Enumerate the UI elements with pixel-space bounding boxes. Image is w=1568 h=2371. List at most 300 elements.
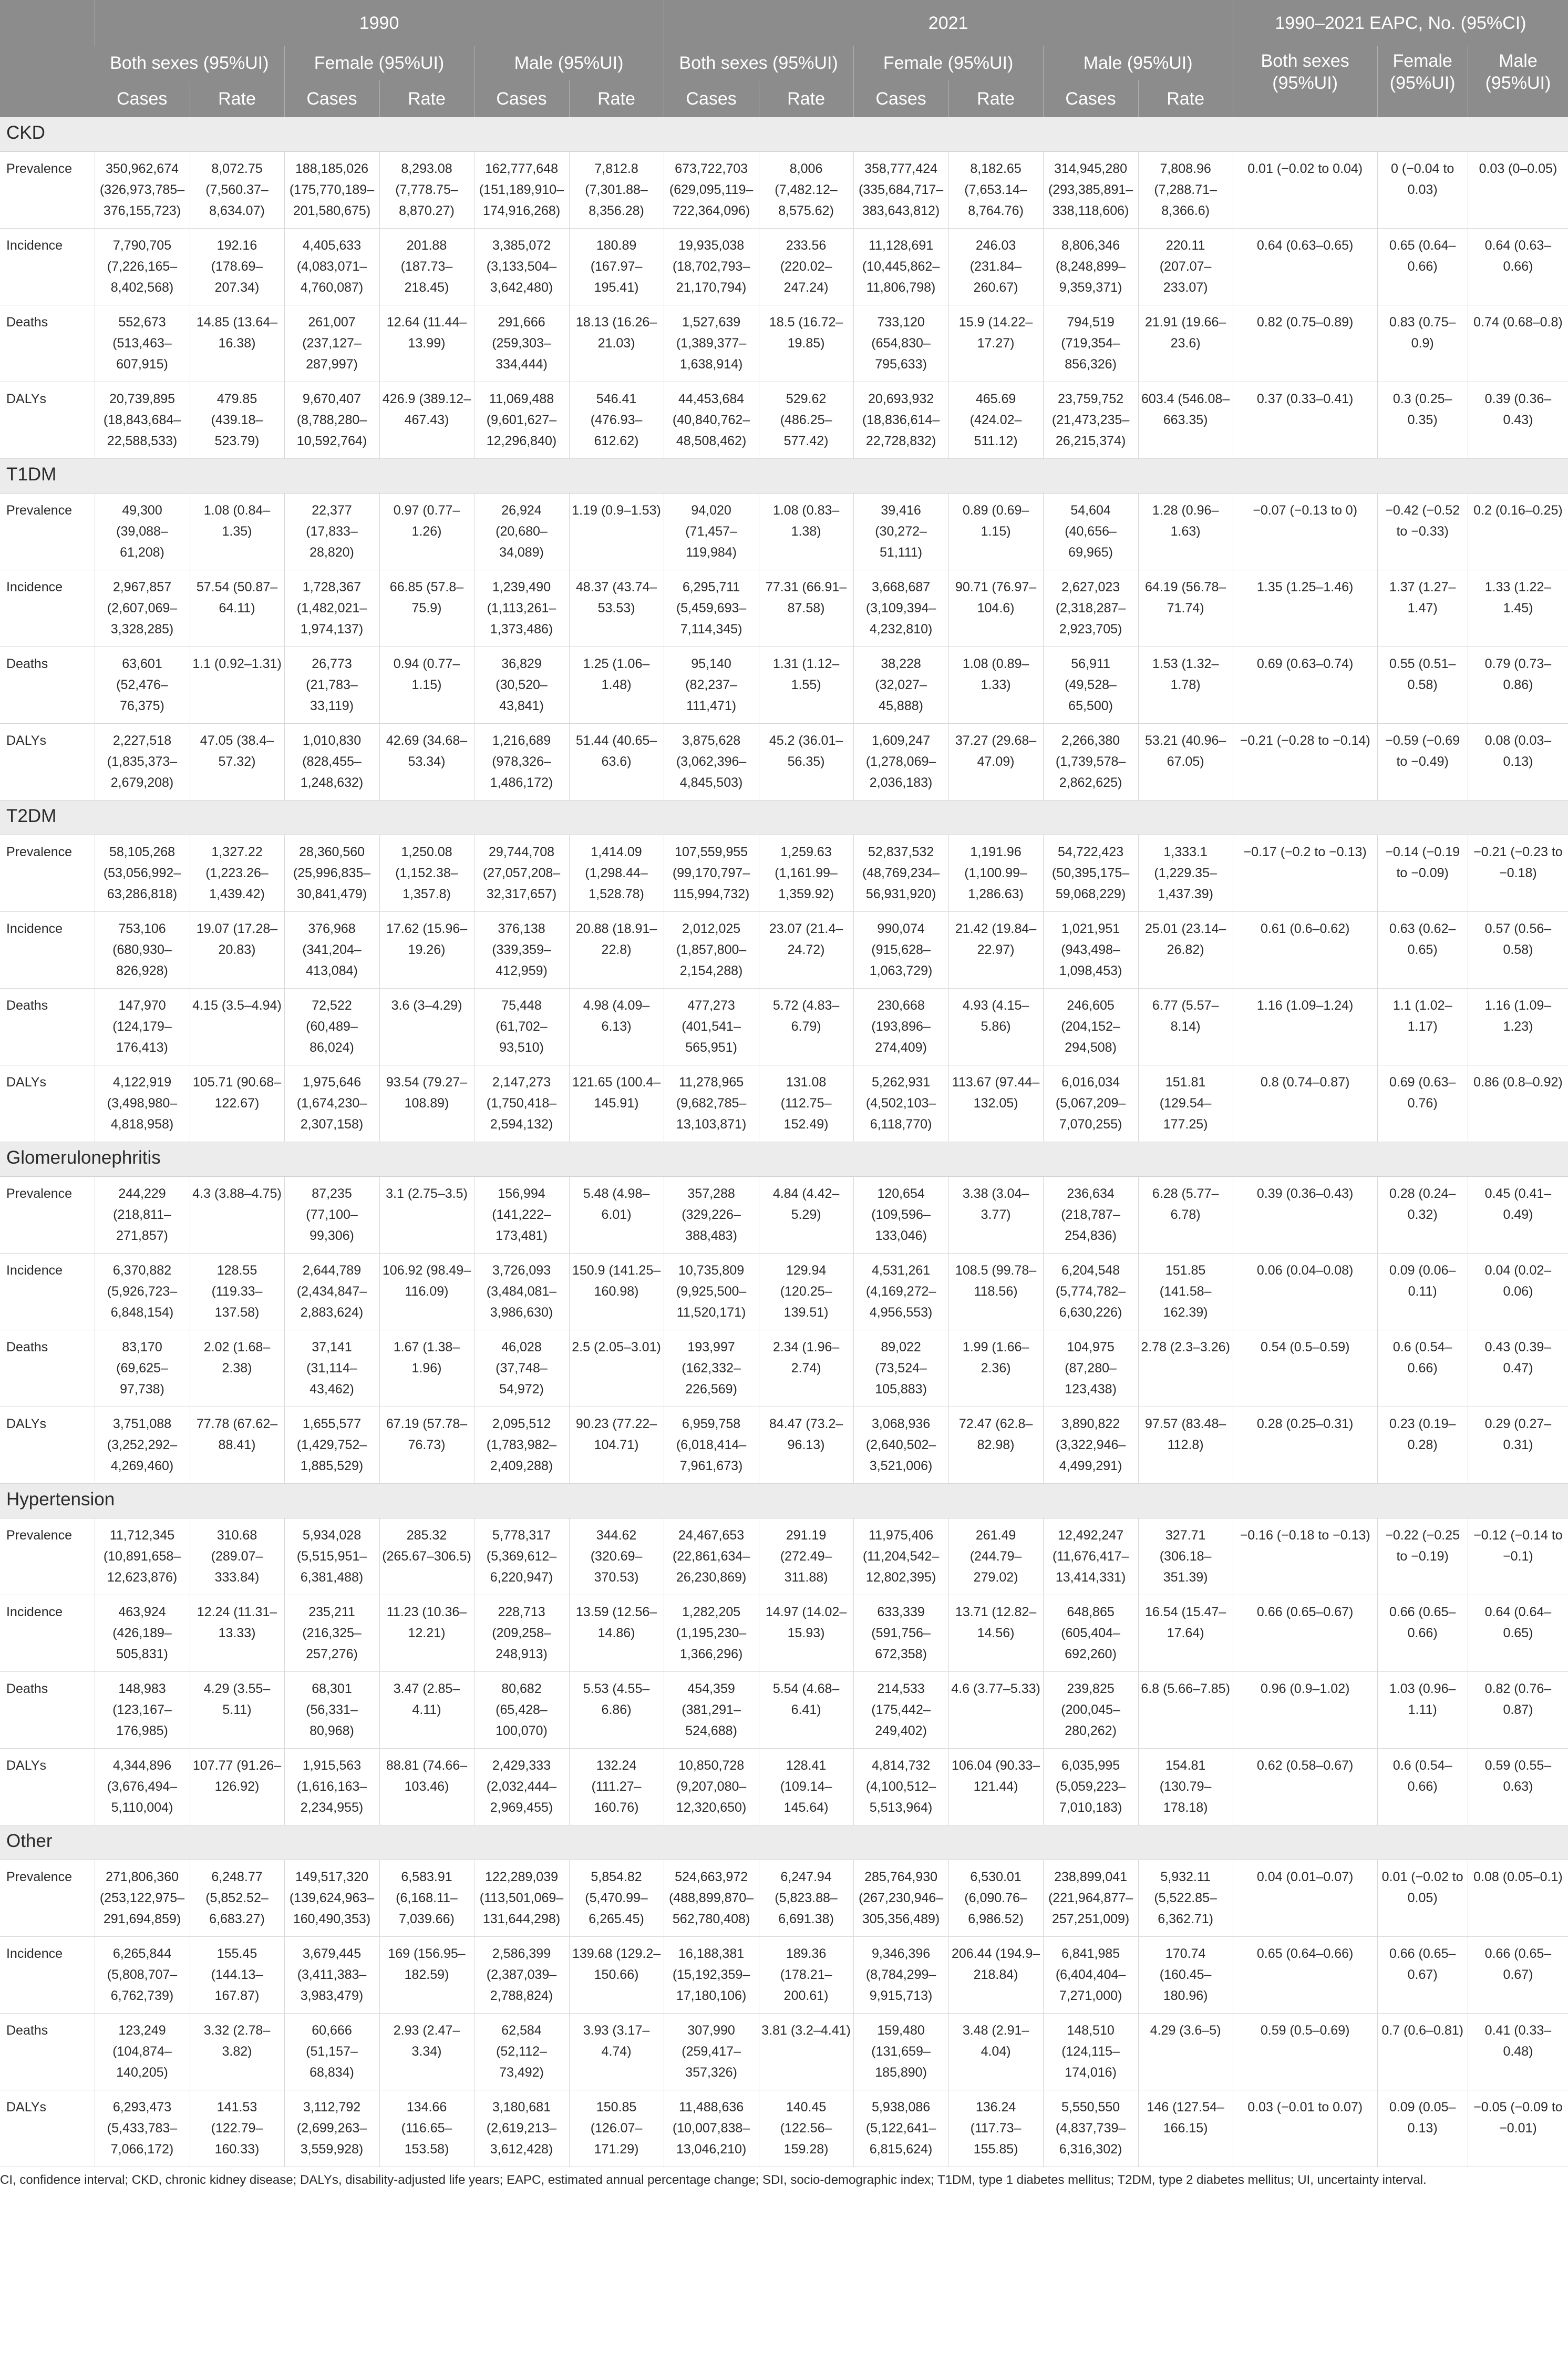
table-cell: 0.66 (0.65–0.67) xyxy=(1468,1937,1568,2014)
table-cell: 106.92 (98.49–116.09) xyxy=(379,1254,474,1330)
table-cell: 156,994 (141,222–173,481) xyxy=(474,1177,569,1254)
table-cell: 673,722,703 (629,095,119–722,364,096) xyxy=(664,152,759,229)
table-cell: 5,262,931 (4,502,103–6,118,770) xyxy=(853,1065,948,1142)
table-cell: 42.69 (34.68–53.34) xyxy=(379,724,474,800)
table-cell: 1.03 (0.96–1.11) xyxy=(1377,1672,1468,1749)
table-cell: 1.1 (1.02–1.17) xyxy=(1377,989,1468,1065)
table-cell: 0.04 (0.01–0.07) xyxy=(1233,1860,1377,1937)
table-cell: 132.24 (111.27–160.76) xyxy=(569,1749,664,1825)
table-cell: 357,288 (329,226–388,483) xyxy=(664,1177,759,1254)
table-cell: 230,668 (193,896–274,409) xyxy=(853,989,948,1065)
table-cell: 228,713 (209,258–248,913) xyxy=(474,1595,569,1672)
table-cell: 159,480 (131,659–185,890) xyxy=(853,2014,948,2090)
table-cell: 113.67 (97.44–132.05) xyxy=(948,1065,1043,1142)
table-cell: 68,301 (56,331–80,968) xyxy=(284,1672,379,1749)
table-cell: 8,006 (7,482.12–8,575.62) xyxy=(759,152,853,229)
table-cell: 0.59 (0.5–0.69) xyxy=(1233,2014,1377,2090)
table-cell: 6.28 (5.77–6.78) xyxy=(1138,1177,1233,1254)
table-cell: 146 (127.54–166.15) xyxy=(1138,2090,1233,2167)
table-cell: 0.66 (0.65–0.66) xyxy=(1377,1595,1468,1672)
section-title: T2DM xyxy=(0,800,1568,835)
table-cell: 169 (156.95–182.59) xyxy=(379,1937,474,2014)
table-row xyxy=(0,570,1568,647)
header-blank xyxy=(0,0,95,117)
row-label: Incidence xyxy=(0,1254,95,1330)
table-cell: 0.45 (0.41–0.49) xyxy=(1468,1177,1568,1254)
table-cell: 54,722,423 (50,395,175–59,068,229) xyxy=(1043,835,1138,912)
table-cell: 66.85 (57.8–75.9) xyxy=(379,570,474,647)
table-cell: 1,414.09 (1,298.44–1,528.78) xyxy=(569,835,664,912)
table-row xyxy=(0,724,1568,800)
table-cell: 7,790,705 (7,226,165–8,402,568) xyxy=(95,229,190,305)
table-cell: 235,211 (216,325–257,276) xyxy=(284,1595,379,1672)
table-cell: −0.21 (−0.28 to −0.14) xyxy=(1233,724,1377,800)
table-cell: 1.28 (0.96–1.63) xyxy=(1138,494,1233,570)
table-cell: 552,673 (513,463–607,915) xyxy=(95,305,190,382)
table-cell: 0.43 (0.39–0.47) xyxy=(1468,1330,1568,1407)
table-cell: 1.37 (1.27–1.47) xyxy=(1377,570,1468,647)
table-cell: 26,773 (21,783–33,119) xyxy=(284,647,379,724)
row-label: DALYs xyxy=(0,1065,95,1142)
table-cell: −0.07 (−0.13 to 0) xyxy=(1233,494,1377,570)
table-cell: 0.03 (0–0.05) xyxy=(1468,152,1568,229)
table-cell: 261.49 (244.79–279.02) xyxy=(948,1518,1043,1595)
table-cell: 5.72 (4.83–6.79) xyxy=(759,989,853,1065)
table-cell: 477,273 (401,541–565,951) xyxy=(664,989,759,1065)
table-cell: 2,266,380 (1,739,578–2,862,625) xyxy=(1043,724,1138,800)
table-row xyxy=(0,229,1568,305)
header-group: Both sexes (95%UI) xyxy=(95,46,284,80)
table-cell: 53.21 (40.96–67.05) xyxy=(1138,724,1233,800)
table-cell: 733,120 (654,830–795,633) xyxy=(853,305,948,382)
table-cell: 5,778,317 (5,369,612–6,220,947) xyxy=(474,1518,569,1595)
header-sub: Rate xyxy=(948,80,1043,117)
table-cell: 107,559,955 (99,170,797–115,994,732) xyxy=(664,835,759,912)
table-cell: 6.8 (5.66–7.85) xyxy=(1138,1672,1233,1749)
table-cell: 19,935,038 (18,702,793–21,170,794) xyxy=(664,229,759,305)
table-body xyxy=(0,117,1568,2167)
table-cell: 6,370,882 (5,926,723–6,848,154) xyxy=(95,1254,190,1330)
table-cell: 18.13 (16.26–21.03) xyxy=(569,305,664,382)
table-cell: 314,945,280 (293,385,891–338,118,606) xyxy=(1043,152,1138,229)
table-cell: 24,467,653 (22,861,634–26,230,869) xyxy=(664,1518,759,1595)
table-footnote: CI, confidence interval; CKD, chronic kidney disease; DALYs, disability-adjusted life years; EAPC, estimated annual percentage change; SDI, socio-demographic index; T1DM, type 1 diabetes mellitus; T2DM, type 2 diabetes mellitus; UI, uncertainty interval. xyxy=(0,2173,1427,2187)
table-cell: 307,990 (259,417–357,326) xyxy=(664,2014,759,2090)
table-cell: 0.62 (0.58–0.67) xyxy=(1233,1749,1377,1825)
table-cell: 246.03 (231.84–260.67) xyxy=(948,229,1043,305)
row-label: Incidence xyxy=(0,1937,95,2014)
table-cell: 162,777,648 (151,189,910–174,916,268) xyxy=(474,152,569,229)
table-cell: 108.5 (99.78–118.56) xyxy=(948,1254,1043,1330)
header-sub: Rate xyxy=(1138,80,1233,117)
section-header-row xyxy=(0,1825,1568,1860)
table-cell: 285,764,930 (267,230,946–305,356,489) xyxy=(853,1860,948,1937)
table-cell: 1,975,646 (1,674,230–2,307,158) xyxy=(284,1065,379,1142)
table-cell: 46,028 (37,748–54,972) xyxy=(474,1330,569,1407)
table-cell: 2,429,333 (2,032,444–2,969,455) xyxy=(474,1749,569,1825)
table-cell: 4,531,261 (4,169,272–4,956,553) xyxy=(853,1254,948,1330)
table-cell: 1,216,689 (978,326–1,486,172) xyxy=(474,724,569,800)
table-cell: 2,644,789 (2,434,847–2,883,624) xyxy=(284,1254,379,1330)
table-cell: 5,938,086 (5,122,641–6,815,624) xyxy=(853,2090,948,2167)
table-cell: 7,812.8 (7,301.88–8,356.28) xyxy=(569,152,664,229)
table-cell: −0.21 (−0.23 to −0.18) xyxy=(1468,835,1568,912)
table-cell: 0.57 (0.56–0.58) xyxy=(1468,912,1568,989)
table-cell: 529.62 (486.25–577.42) xyxy=(759,382,853,459)
table-cell: 13.59 (12.56–14.86) xyxy=(569,1595,664,1672)
table-cell: 3.32 (2.78–3.82) xyxy=(190,2014,284,2090)
table-cell: 0.3 (0.25–0.35) xyxy=(1377,382,1468,459)
table-cell: 1.08 (0.84–1.35) xyxy=(190,494,284,570)
table-row xyxy=(0,1749,1568,1825)
table-cell: 1.67 (1.38–1.96) xyxy=(379,1330,474,1407)
table-cell: 0.01 (−0.02 to 0.04) xyxy=(1233,152,1377,229)
table-cell: 1.08 (0.89–1.33) xyxy=(948,647,1043,724)
header-sub: Rate xyxy=(569,80,664,117)
table-cell: 13.71 (12.82–14.56) xyxy=(948,1595,1043,1672)
table-cell: 2.78 (2.3–3.26) xyxy=(1138,1330,1233,1407)
table-cell: 6,530.01 (6,090.76–6,986.52) xyxy=(948,1860,1043,1937)
table-cell: 0.6 (0.54–0.66) xyxy=(1377,1749,1468,1825)
table-cell: 8,072.75 (7,560.37–8,634.07) xyxy=(190,152,284,229)
table-cell: 236,634 (218,787–254,836) xyxy=(1043,1177,1138,1254)
table-cell: 16.54 (15.47–17.64) xyxy=(1138,1595,1233,1672)
row-label: Prevalence xyxy=(0,152,95,229)
table-row xyxy=(0,1518,1568,1595)
header-sub: Cases xyxy=(1043,80,1138,117)
table-cell: 3,751,088 (3,252,292–4,269,460) xyxy=(95,1407,190,1484)
table-cell: −0.05 (−0.09 to −0.01) xyxy=(1468,2090,1568,2167)
table-cell: 0.41 (0.33–0.48) xyxy=(1468,2014,1568,2090)
table-cell: 37,141 (31,114–43,462) xyxy=(284,1330,379,1407)
table-cell: 0.23 (0.19–0.28) xyxy=(1377,1407,1468,1484)
table-cell: 465.69 (424.02–511.12) xyxy=(948,382,1043,459)
table-cell: 6,295,711 (5,459,693–7,114,345) xyxy=(664,570,759,647)
table-row xyxy=(0,1177,1568,1254)
table-cell: 37.27 (29.68–47.09) xyxy=(948,724,1043,800)
table-cell: 56,911 (49,528–65,500) xyxy=(1043,647,1138,724)
table-cell: 0.89 (0.69–1.15) xyxy=(948,494,1043,570)
table-cell: −0.12 (−0.14 to −0.1) xyxy=(1468,1518,1568,1595)
table-cell: 9,670,407 (8,788,280–10,592,764) xyxy=(284,382,379,459)
table-cell: 201.88 (187.73–218.45) xyxy=(379,229,474,305)
row-label: DALYs xyxy=(0,1749,95,1825)
table-cell: 0.28 (0.24–0.32) xyxy=(1377,1177,1468,1254)
row-label: Deaths xyxy=(0,1330,95,1407)
header-sub: Rate xyxy=(759,80,853,117)
table-cell: 60,666 (51,157–68,834) xyxy=(284,2014,379,2090)
table-cell: 0.6 (0.54–0.66) xyxy=(1377,1330,1468,1407)
table-cell: 192.16 (178.69–207.34) xyxy=(190,229,284,305)
table-cell: 2,227,518 (1,835,373–2,679,208) xyxy=(95,724,190,800)
table-cell: 6,265,844 (5,808,707–6,762,739) xyxy=(95,1937,190,2014)
table-cell: 4.3 (3.88–4.75) xyxy=(190,1177,284,1254)
table-cell: 426.9 (389.12–467.43) xyxy=(379,382,474,459)
table-cell: 794,519 (719,354–856,326) xyxy=(1043,305,1138,382)
table-cell: 88.81 (74.66–103.46) xyxy=(379,1749,474,1825)
table-cell: 0.65 (0.64–0.66) xyxy=(1377,229,1468,305)
table-cell: 4.98 (4.09–6.13) xyxy=(569,989,664,1065)
header-eapc-group: Female (95%UI) xyxy=(1377,46,1468,117)
table-cell: 6,247.94 (5,823.88–6,691.38) xyxy=(759,1860,853,1937)
table-cell: 188,185,026 (175,770,189–201,580,675) xyxy=(284,152,379,229)
table-cell: 0.94 (0.77–1.15) xyxy=(379,647,474,724)
table-cell: 1,609,247 (1,278,069–2,036,183) xyxy=(853,724,948,800)
table-cell: −0.42 (−0.52 to −0.33) xyxy=(1377,494,1468,570)
header-sub: Cases xyxy=(853,80,948,117)
table-cell: 189.36 (178.21–200.61) xyxy=(759,1937,853,2014)
table-cell: 648,865 (605,404–692,260) xyxy=(1043,1595,1138,1672)
header-group: Male (95%UI) xyxy=(474,46,664,80)
table-cell: 344.62 (320.69–370.53) xyxy=(569,1518,664,1595)
table-cell: 3.6 (3–4.29) xyxy=(379,989,474,1065)
table-cell: 261,007 (237,127–287,997) xyxy=(284,305,379,382)
table-cell: 48.37 (43.74–53.53) xyxy=(569,570,664,647)
table-cell: 21.91 (19.66–23.6) xyxy=(1138,305,1233,382)
table-cell: 3.38 (3.04–3.77) xyxy=(948,1177,1043,1254)
header-sub: Cases xyxy=(664,80,759,117)
table-cell: 0.55 (0.51–0.58) xyxy=(1377,647,1468,724)
table-cell: 6,035,995 (5,059,223–7,010,183) xyxy=(1043,1749,1138,1825)
table-cell: 5.48 (4.98–6.01) xyxy=(569,1177,664,1254)
table-cell: 90.71 (76.97–104.6) xyxy=(948,570,1043,647)
table-cell: 1,327.22 (1,223.26–1,439.42) xyxy=(190,835,284,912)
table-cell: 12.64 (11.44–13.99) xyxy=(379,305,474,382)
table-cell: 1.99 (1.66–2.36) xyxy=(948,1330,1043,1407)
table-cell: 36,829 (30,520–43,841) xyxy=(474,647,569,724)
table-cell: 180.89 (167.97–195.41) xyxy=(569,229,664,305)
table-cell: 52,837,532 (48,769,234–56,931,920) xyxy=(853,835,948,912)
table-cell: 463,924 (426,189–505,831) xyxy=(95,1595,190,1672)
table-row xyxy=(0,1254,1568,1330)
table-cell: 3,890,822 (3,322,946–4,499,291) xyxy=(1043,1407,1138,1484)
table-cell: 0.2 (0.16–0.25) xyxy=(1468,494,1568,570)
table-cell: 4,122,919 (3,498,980–4,818,958) xyxy=(95,1065,190,1142)
header-group: Male (95%UI) xyxy=(1043,46,1233,80)
table-cell: 0.66 (0.65–0.67) xyxy=(1377,1937,1468,2014)
table-cell: 0.64 (0.63–0.66) xyxy=(1468,229,1568,305)
table-cell: 6,204,548 (5,774,782–6,630,226) xyxy=(1043,1254,1138,1330)
table-cell: 454,359 (381,291–524,688) xyxy=(664,1672,759,1749)
table-cell: 39,416 (30,272–51,111) xyxy=(853,494,948,570)
table-cell: 6,959,758 (6,018,414–7,961,673) xyxy=(664,1407,759,1484)
table-cell: 1,655,577 (1,429,752–1,885,529) xyxy=(284,1407,379,1484)
table-cell: 94,020 (71,457–119,984) xyxy=(664,494,759,570)
table-cell: 0.09 (0.06–0.11) xyxy=(1377,1254,1468,1330)
table-cell: 8,182.65 (7,653.14–8,764.76) xyxy=(948,152,1043,229)
table-cell: 4.93 (4.15–5.86) xyxy=(948,989,1043,1065)
table-cell: 285.32 (265.67–306.5) xyxy=(379,1518,474,1595)
table-cell: 376,968 (341,204–413,084) xyxy=(284,912,379,989)
header-sub: Cases xyxy=(95,80,190,117)
header-group: Both sexes (95%UI) xyxy=(664,46,853,80)
header-year-2021: 2021 xyxy=(664,0,1233,46)
table-row xyxy=(0,912,1568,989)
table-cell: 1.16 (1.09–1.23) xyxy=(1468,989,1568,1065)
table-cell: 0.64 (0.64–0.65) xyxy=(1468,1595,1568,1672)
section-header-row xyxy=(0,459,1568,494)
table-cell: 29,744,708 (27,057,208–32,317,657) xyxy=(474,835,569,912)
table-cell: 80,682 (65,428–100,070) xyxy=(474,1672,569,1749)
table-cell: 77.78 (67.62–88.41) xyxy=(190,1407,284,1484)
table-cell: 0.03 (−0.01 to 0.07) xyxy=(1233,2090,1377,2167)
row-label: Prevalence xyxy=(0,1518,95,1595)
table-cell: 2,967,857 (2,607,069–3,328,285) xyxy=(95,570,190,647)
section-header-row xyxy=(0,117,1568,152)
table-cell: 0.65 (0.64–0.66) xyxy=(1233,1937,1377,2014)
header-row-years xyxy=(0,0,1568,46)
table-cell: 63,601 (52,476–76,375) xyxy=(95,647,190,724)
table-cell: 0.06 (0.04–0.08) xyxy=(1233,1254,1377,1330)
table-cell: 3,112,792 (2,699,263–3,559,928) xyxy=(284,2090,379,2167)
table-cell: 310.68 (289.07–333.84) xyxy=(190,1518,284,1595)
table-cell: 2,147,273 (1,750,418–2,594,132) xyxy=(474,1065,569,1142)
table-cell: 1.16 (1.09–1.24) xyxy=(1233,989,1377,1065)
table-cell: 0.09 (0.05–0.13) xyxy=(1377,2090,1468,2167)
table-cell: 140.45 (122.56–159.28) xyxy=(759,2090,853,2167)
table-cell: 139.68 (129.2–150.66) xyxy=(569,1937,664,2014)
table-cell: 5.54 (4.68–6.41) xyxy=(759,1672,853,1749)
table-cell: 4,814,732 (4,100,512–5,513,964) xyxy=(853,1749,948,1825)
table-cell: 238,899,041 (221,964,877–257,251,009) xyxy=(1043,1860,1138,1937)
table-cell: 15.9 (14.22–17.27) xyxy=(948,305,1043,382)
table-cell: 0.97 (0.77–1.26) xyxy=(379,494,474,570)
table-cell: 21.42 (19.84–22.97) xyxy=(948,912,1043,989)
table-cell: 148,983 (123,167–176,985) xyxy=(95,1672,190,1749)
table-cell: 150.9 (141.25–160.98) xyxy=(569,1254,664,1330)
table-cell: 106.04 (90.33–121.44) xyxy=(948,1749,1043,1825)
table-cell: 3,385,072 (3,133,504–3,642,480) xyxy=(474,229,569,305)
header-sub: Rate xyxy=(379,80,474,117)
row-label: Deaths xyxy=(0,1672,95,1749)
table-cell: 11,278,965 (9,682,785–13,103,871) xyxy=(664,1065,759,1142)
row-label: Incidence xyxy=(0,912,95,989)
table-cell: 0.69 (0.63–0.74) xyxy=(1233,647,1377,724)
row-label: Deaths xyxy=(0,2014,95,2090)
table-cell: 0.66 (0.65–0.67) xyxy=(1233,1595,1377,1672)
table-row xyxy=(0,1860,1568,1937)
table-cell: 38,228 (32,027–45,888) xyxy=(853,647,948,724)
table-cell: 14.85 (13.64–16.38) xyxy=(190,305,284,382)
table-cell: −0.22 (−0.25 to −0.19) xyxy=(1377,1518,1468,1595)
table-cell: 350,962,674 (326,973,785–376,155,723) xyxy=(95,152,190,229)
row-label: Incidence xyxy=(0,570,95,647)
row-label: Prevalence xyxy=(0,1177,95,1254)
row-label: Incidence xyxy=(0,229,95,305)
table-cell: 753,106 (680,930–826,928) xyxy=(95,912,190,989)
table-cell: 0.69 (0.63–0.76) xyxy=(1377,1065,1468,1142)
row-label: DALYs xyxy=(0,1407,95,1484)
table-row xyxy=(0,494,1568,570)
table-cell: 3.93 (3.17–4.74) xyxy=(569,2014,664,2090)
section-title: CKD xyxy=(0,117,1568,152)
table-cell: 3,180,681 (2,619,213–3,612,428) xyxy=(474,2090,569,2167)
table-row xyxy=(0,1330,1568,1407)
header-eapc-group: Male (95%UI) xyxy=(1468,46,1568,117)
table-cell: 327.71 (306.18–351.39) xyxy=(1138,1518,1233,1595)
table-cell: 10,735,809 (9,925,500–11,520,171) xyxy=(664,1254,759,1330)
table-cell: 14.97 (14.02–15.93) xyxy=(759,1595,853,1672)
table-cell: 4.15 (3.5–4.94) xyxy=(190,989,284,1065)
table-cell: 67.19 (57.78–76.73) xyxy=(379,1407,474,1484)
table-cell: 22,377 (17,833–28,820) xyxy=(284,494,379,570)
table-row xyxy=(0,1672,1568,1749)
table-cell: 17.62 (15.96–19.26) xyxy=(379,912,474,989)
table-cell: 131.08 (112.75–152.49) xyxy=(759,1065,853,1142)
table-cell: 105.71 (90.68–122.67) xyxy=(190,1065,284,1142)
table-cell: 23,759,752 (21,473,235–26,215,374) xyxy=(1043,382,1138,459)
table-cell: 0.83 (0.75–0.9) xyxy=(1377,305,1468,382)
table-cell: 123,249 (104,874–140,205) xyxy=(95,2014,190,2090)
table-cell: 4,405,633 (4,083,071–4,760,087) xyxy=(284,229,379,305)
table-cell: 3.1 (2.75–3.5) xyxy=(379,1177,474,1254)
table-cell: 2.02 (1.68–2.38) xyxy=(190,1330,284,1407)
header-group: Female (95%UI) xyxy=(853,46,1043,80)
table-row xyxy=(0,382,1568,459)
table-cell: 0.01 (−0.02 to 0.05) xyxy=(1377,1860,1468,1937)
table-cell: 16,188,381 (15,192,359–17,180,106) xyxy=(664,1937,759,2014)
table-cell: 0.39 (0.36–0.43) xyxy=(1468,382,1568,459)
table-cell: 1,527,639 (1,389,377–1,638,914) xyxy=(664,305,759,382)
table-cell: 6,293,473 (5,433,783–7,066,172) xyxy=(95,2090,190,2167)
table-cell: 990,074 (915,628–1,063,729) xyxy=(853,912,948,989)
table-cell: 107.77 (91.26–126.92) xyxy=(190,1749,284,1825)
table-cell: 170.74 (160.45–180.96) xyxy=(1138,1937,1233,2014)
table-cell: 479.85 (439.18–523.79) xyxy=(190,382,284,459)
section-title: Hypertension xyxy=(0,1484,1568,1518)
table-cell: −0.14 (−0.19 to −0.09) xyxy=(1377,835,1468,912)
table-cell: 3.48 (2.91–4.04) xyxy=(948,2014,1043,2090)
table-cell: 291,666 (259,303–334,444) xyxy=(474,305,569,382)
table-cell: 9,346,396 (8,784,299–9,915,713) xyxy=(853,1937,948,2014)
table-row xyxy=(0,1937,1568,2014)
section-title: Other xyxy=(0,1825,1568,1860)
table-cell: 1.19 (0.9–1.53) xyxy=(569,494,664,570)
header-sub: Cases xyxy=(284,80,379,117)
table-cell: 1.08 (0.83–1.38) xyxy=(759,494,853,570)
table-cell: 3.81 (3.2–4.41) xyxy=(759,2014,853,2090)
table-cell: 214,533 (175,442–249,402) xyxy=(853,1672,948,1749)
table-cell: 524,663,972 (488,899,870–562,780,408) xyxy=(664,1860,759,1937)
table-cell: 0.96 (0.9–1.02) xyxy=(1233,1672,1377,1749)
table-cell: 1,021,951 (943,498–1,098,453) xyxy=(1043,912,1138,989)
table-cell: 5,932.11 (5,522.85–6,362.71) xyxy=(1138,1860,1233,1937)
table-cell: 246,605 (204,152–294,508) xyxy=(1043,989,1138,1065)
table-cell: 20,739,895 (18,843,684–22,588,533) xyxy=(95,382,190,459)
table-cell: 193,997 (162,332–226,569) xyxy=(664,1330,759,1407)
row-label: Deaths xyxy=(0,647,95,724)
table-cell: 0.8 (0.74–0.87) xyxy=(1233,1065,1377,1142)
table-cell: 5.53 (4.55–6.86) xyxy=(569,1672,664,1749)
table-cell: 2.34 (1.96–2.74) xyxy=(759,1330,853,1407)
table-cell: 4,344,896 (3,676,494–5,110,004) xyxy=(95,1749,190,1825)
table-cell: 233.56 (220.02–247.24) xyxy=(759,229,853,305)
table-cell: 3,875,628 (3,062,396–4,845,503) xyxy=(664,724,759,800)
table-cell: 358,777,424 (335,684,717–383,643,812) xyxy=(853,152,948,229)
header-sub: Rate xyxy=(190,80,284,117)
table-cell: 58,105,268 (53,056,992–63,286,818) xyxy=(95,835,190,912)
table-cell: 2,627,023 (2,318,287–2,923,705) xyxy=(1043,570,1138,647)
table-cell: 6,841,985 (6,404,404–7,271,000) xyxy=(1043,1937,1138,2014)
table-cell: 2,012,025 (1,857,800–2,154,288) xyxy=(664,912,759,989)
table-cell: 0.54 (0.5–0.59) xyxy=(1233,1330,1377,1407)
table-cell: 12,492,247 (11,676,417–13,414,331) xyxy=(1043,1518,1138,1595)
table-cell: 47.05 (38.4–57.32) xyxy=(190,724,284,800)
table-cell: 104,975 (87,280–123,438) xyxy=(1043,1330,1138,1407)
table-cell: 28,360,560 (25,996,835–30,841,479) xyxy=(284,835,379,912)
table-cell: 5,934,028 (5,515,951–6,381,488) xyxy=(284,1518,379,1595)
table-cell: 0.29 (0.27–0.31) xyxy=(1468,1407,1568,1484)
